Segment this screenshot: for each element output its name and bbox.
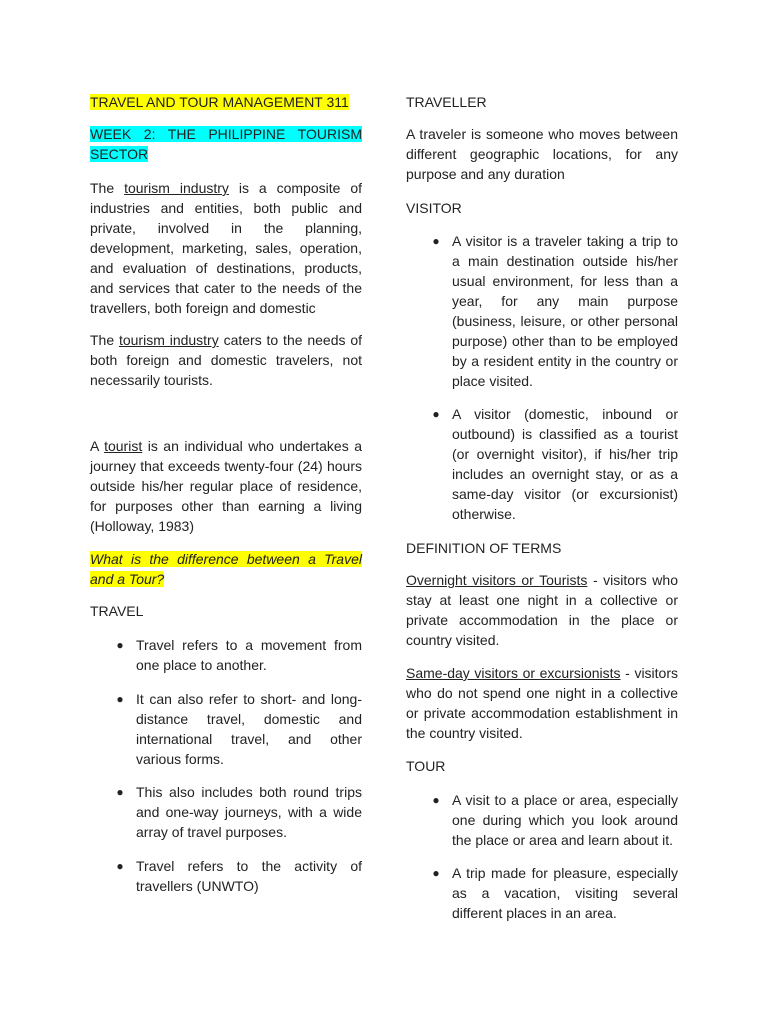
term-tourism-industry: tourism industry bbox=[124, 180, 229, 196]
bullet-icon: ● bbox=[116, 785, 124, 799]
definition-heading: DEFINITION OF TERMS bbox=[406, 540, 562, 556]
bullet-icon: ● bbox=[432, 866, 440, 880]
paragraph-tourism-industry-needs: The tourism industry caters to the needs of both foreign and domestic travelers, not necessarily tourists. bbox=[90, 332, 363, 388]
paragraph-tourism-industry: The tourism industry is a composite of industries and entities, both public and private, involved in the planning, development, marketing, sales, operation, and evaluation of destinations, products, and services that cater to the needs of the travellers, both foreign and domestic bbox=[90, 180, 363, 316]
week-title: WEEK 2: THE PHILIPPINE TOURISM SECTOR bbox=[90, 126, 362, 162]
paragraph-tourist: A tourist is an individual who undertakes a journey that exceeds twenty-four (24) hours outside his/her regular place of residence, for purposes other than earning a living (Holloway, 1983) bbox=[90, 438, 362, 534]
traveller-heading: TRAVELLER bbox=[406, 94, 487, 110]
term-same-day-visitors: Same-day visitors or excursionists bbox=[406, 665, 621, 681]
document-page: TRAVEL AND TOUR MANAGEMENT 311 WEEK 2: THE PHILIPPINE TOURISM SECTOR The tourism industry is a composite of industries and entities, both public and private, involved in the planning, development, marketing, sales, operation, and evaluation of destinations, products, and services that cater to the needs of the travellers, both foreign and domestic The tourism industry caters to the needs of both foreign and domestic travelers, not necessarily tourists. A tourist is an individual who undertakes a journey that exceeds twenty-four (24) hours outside his/her regular place of residence, for purposes other than earning a living (Holloway, 1983) What is the difference between a Travel and a Tour? TRAVEL ● Travel refers to a movement from one place to another. ● It can also refer to short- and long-distance travel, domestic and international travel, and other various forms. ● This also includes both round trips and one-way journeys, with a wide array of travel purposes. ● Travel refers to the activity of travellers (UNWTO) TRAVELLER A traveler is someone who moves between different geographic locations, for any purpose and any duration VISITOR ● A visitor is a traveler taking a trip to a main destination outside his/her usual environment, for less than a year, for any main purpose (business, leisure, or other personal purpose) other than to be employed by a resident entity in the country or place visited. ● A visitor (domestic, inbound or outbound) is classified as a tourist (or overnight visitor), if his/her trip includes an overnight stay, or as a same-day visitor (or excursionist) otherwise. DEFINITION OF TERMS Overnight visitors or Tourists - visitors who stay at least one night in a collective or private accommodation in the place or country visited. Same-day visitors or excursionists - visitors who do not spend one night in a collective or private accommodation establishment in the country visited. TOUR ● A visit to a place or area, especially one during which you look around the place or area and learn about it. ● A trip made for pleasure, especially as a vacation, visiting several different places in an area. bbox=[90, 94, 678, 921]
question-heading: What is the difference between a Travel and a Tour? bbox=[90, 551, 362, 587]
visitor-heading: VISITOR bbox=[406, 200, 462, 216]
bullet-icon: ● bbox=[432, 793, 440, 807]
definition-same-day-visitors: Same-day visitors or excursionists - visitors who do not spend one night in a collective or private accommodation establishment in the country visited. bbox=[406, 665, 678, 741]
traveller-definition: A traveler is someone who moves between different geographic locations, for any purpose and any duration bbox=[406, 126, 678, 182]
bullet-icon: ● bbox=[116, 859, 124, 873]
term-overnight-visitors: Overnight visitors or Tourists bbox=[406, 572, 588, 588]
bullet-icon: ● bbox=[432, 234, 440, 248]
term-tourist: tourist bbox=[104, 438, 143, 454]
bullet-icon: ● bbox=[116, 638, 124, 652]
travel-heading: TRAVEL bbox=[90, 603, 144, 619]
term-tourism-industry: tourism industry bbox=[118, 332, 219, 348]
definition-overnight-visitors: Overnight visitors or Tourists - visitors who stay at least one night in a collective or private accommodation in the place or country visited. bbox=[406, 572, 678, 648]
bullet-icon: ● bbox=[116, 692, 124, 706]
course-title: TRAVEL AND TOUR MANAGEMENT 311 bbox=[90, 94, 349, 110]
tour-heading: TOUR bbox=[406, 758, 446, 774]
bullet-icon: ● bbox=[432, 407, 440, 421]
